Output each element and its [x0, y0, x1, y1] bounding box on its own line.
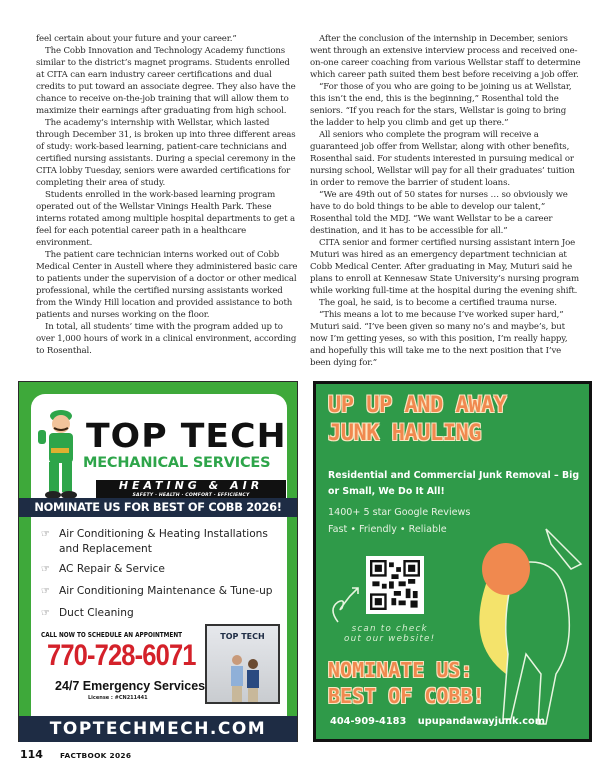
junk-website[interactable]: upupandawayjunk.com: [417, 716, 545, 727]
article-paragraph: All seniors who complete the program will receive a guaranteed job offer from Wellstar, along with other benefits, Rosenthal said. For students interested in pursuing medical or nursing school, Wellstar will pay for all their graduates’ tuition in order to remove the barrier of student loans.: [310, 130, 575, 188]
service-item: ☞ Air Conditioning & Heating Installations and Replacement: [41, 528, 268, 555]
toptech-website[interactable]: TOPTECHMECH.COM: [19, 716, 297, 742]
qr-code[interactable]: [366, 556, 424, 614]
reviews-text: 1400+ 5 star Google Reviews: [328, 507, 471, 518]
curved-arrow-icon: [328, 584, 363, 624]
scan-line: out our website!: [344, 634, 436, 644]
article-paragraph: “For those of you who are going to be joining us at Wellstar, this isn’t the end, this is the beginning,” Rosenthal told the seniors. “If you reach for the stars, Wellstar is going to bring the ladder to help you climb and get up there.”: [310, 82, 572, 128]
junk-description: Residential and Commercial Junk Removal – Big or Small, We Do It All!: [328, 470, 580, 497]
service-item: ☞ AC Repair & Service: [41, 563, 165, 575]
ribbon-text: HEATING & AIR: [118, 479, 264, 492]
hand-pointer-icon: ☞: [41, 529, 50, 540]
junk-title-line: UP UP AND AWAY: [328, 393, 507, 418]
mascot-technician-icon: [35, 402, 83, 502]
nominate-line: NOMINATE US:: [328, 658, 473, 682]
junk-contact: [330, 716, 545, 727]
scan-caption: [344, 624, 435, 644]
traits-text: Fast • Friendly • Reliable: [328, 524, 447, 535]
junk-hauling-advertisement[interactable]: [313, 381, 592, 742]
article-paragraph: “We are 49th out of 50 states for nurses … so obviously we have to do bold things to be able to develop our talent,” Rosenthal told the MDJ. “We want Wellstar to be a career destination, and it has to be accessible for all.”: [310, 190, 568, 236]
emergency-services: 24/7 Emergency Services: [55, 679, 206, 693]
people-icon: [225, 654, 265, 702]
article-right-column: [310, 33, 582, 369]
article-paragraph: CITA senior and former certified nursing assistant intern Joe Muturi was hired as an emergency department technician at Cobb Medical Center. After graduating in May, Muturi said he plans to enroll at Kennesaw State University’s nursing program while working full-time at the hospital during the evening shift.: [310, 238, 580, 296]
toptech-phone[interactable]: 770-728-6071: [47, 639, 196, 672]
article-paragraph: The Cobb Innovation and Technology Academy functions similar to the district’s magnet programs. Students enrolled at CITA can earn industry career certifications and dual credits to put toward an associate degree. They also have the chance to receive on-the-job training that will allow them to maximize their earnings after graduating from high school.: [36, 46, 296, 116]
truck-family-photo: [205, 624, 280, 704]
junk-title: [328, 392, 506, 448]
call-now-label: CALL NOW TO SCHEDULE AN APPOINTMENT: [41, 631, 183, 639]
qr-code-icon: [370, 560, 420, 610]
article-paragraph: The patient care technician interns worked out of Cobb Medical Center in Austell where they administered basic care to patients under the supervision of a doctor or other medical professional, while the certified nursing assistants worked from the Windy Hill location and provided assistance to both patients and nurses working on the floor.: [36, 250, 298, 320]
heating-air-ribbon: [96, 480, 286, 500]
junk-title-line: JUNK HAULING: [328, 421, 481, 446]
truck-sign: TOP TECH: [220, 632, 265, 641]
toptech-logo-panel: [31, 394, 287, 498]
hand-pointer-icon: ☞: [41, 564, 50, 575]
junk-nominate: [328, 657, 485, 709]
toptech-subtitle: MECHANICAL SERVICES: [83, 455, 271, 471]
license-number: License : #CN211441: [88, 695, 148, 701]
page-footer: [20, 748, 131, 761]
hand-pointer-icon: ☞: [41, 608, 50, 619]
toptech-body: [31, 517, 287, 716]
hand-pointer-icon: ☞: [41, 586, 50, 597]
service-item: ☞ Air Conditioning Maintenance & Tune-up: [41, 585, 273, 597]
toptech-nominate-banner: NOMINATE US FOR BEST OF COBB 2026!: [19, 498, 297, 517]
article-paragraph: Students enrolled in the work-based learning program operated out of the Wellstar Vinings Health Park. These interns rotated among multiple hospital departments to get a feel for each potential career path in a healthcare environment.: [36, 190, 295, 248]
article-paragraph: In total, all students’ time with the program added up to over 1,000 hours of work in a clinical environment, according to Rosenthal.: [36, 322, 297, 356]
junk-phone[interactable]: 404-909-4183: [330, 716, 407, 727]
article-paragraph: The goal, he said, is to become a certified trauma nurse.: [319, 298, 557, 308]
article-paragraph: The academy’s internship with Wellstar, which lasted through December 31, is broken up into three different areas of study: work-based learning, patient-care technicians and certified nursing assistants. During a special ceremony in the CITA lobby Tuesday, seniors were awarded certifications for completing their area of study.: [36, 118, 296, 188]
publication-name: FACTBOOK 2026: [59, 751, 132, 760]
scan-line: scan to check: [351, 624, 428, 634]
page-number: 114: [20, 748, 43, 761]
toptech-title: TOP TECH: [86, 416, 287, 455]
article-paragraph: After the conclusion of the internship in December, seniors went through an extensive interview process and received one-on-one career coaching from various Wellstar staff to determine which career path suited them best before receiving a job offer.: [310, 34, 581, 80]
article-paragraph: “This means a lot to me because I’ve worked super hard,” Muturi said. “I’ve been given so many no’s and maybe’s, but now I’m getting yeses, so with this position, I’m really happy, and hopefully this will take me to the next position that I’ve been dying for.”: [310, 310, 568, 368]
service-item: ☞ Duct Cleaning: [41, 607, 134, 619]
ribbon-tagline: SAFETY · HEALTH · COMFORT · EFFICIENCY: [132, 493, 250, 498]
article-left-column: [36, 33, 298, 357]
nominate-line: BEST OF COBB!: [328, 684, 485, 708]
toptech-advertisement[interactable]: [18, 381, 298, 742]
article-paragraph: feel certain about your future and your career.”: [36, 34, 237, 44]
